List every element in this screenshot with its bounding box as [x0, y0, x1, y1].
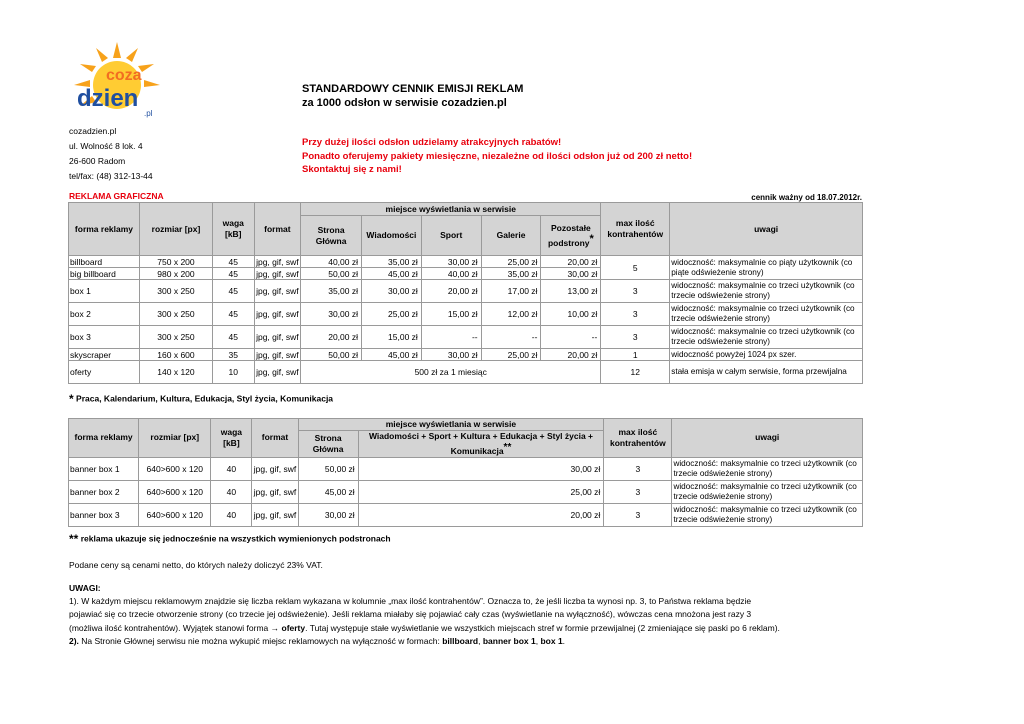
cell-price: 35,00 zł [362, 256, 422, 268]
cell-max: 5 [601, 256, 670, 280]
cell-max: 1 [601, 349, 670, 361]
cell-price: 30,00 zł [421, 256, 481, 268]
cell-forma: banner box 1 [69, 457, 139, 480]
remarks-heading: UWAGI: [69, 583, 101, 593]
cell-format: jpg, gif, swf [254, 326, 301, 349]
header-pozostale [541, 216, 601, 256]
contact-site: cozadzien.pl [69, 126, 117, 136]
table-row [69, 326, 863, 349]
header-uwagi: uwagi [670, 203, 863, 256]
cell-forma: box 1 [69, 280, 140, 303]
header-waga: waga [kB] [212, 203, 254, 256]
cell-price: 15,00 zł [362, 326, 422, 349]
cell-waga: 45 [212, 256, 254, 268]
cell-price: 25,00 zł [481, 349, 541, 361]
cell-uwagi: widoczność: maksymalnie co trzeci użytkownik (co trzecie odświeżenie strony) [670, 280, 863, 303]
cell-rozmiar: 640>600 x 120 [139, 457, 211, 480]
cell-waga: 45 [212, 268, 254, 280]
price-table-graphic [68, 202, 863, 384]
cell-waga: 35 [212, 349, 254, 361]
cell-max: 3 [604, 503, 672, 526]
remarks-p2-billboard: billboard [442, 635, 479, 646]
cell-rozmiar: 300 x 250 [139, 280, 212, 303]
cell-price: 20,00 zł [541, 256, 601, 268]
cell-price: 30,00 zł [298, 503, 358, 526]
remarks-p2-sep1: , [478, 635, 483, 646]
header-strona: Strona Główna [298, 431, 358, 458]
title-line2: za 1000 odsłon w serwisie cozadzien.pl [302, 97, 507, 109]
cell-waga: 40 [211, 457, 252, 480]
footnote-1-star: * [69, 392, 74, 406]
cell-rozmiar: 750 x 200 [139, 256, 212, 268]
cell-price: 35,00 zł [301, 280, 362, 303]
contact-phone: tel/fax: (48) 312-13-44 [69, 171, 153, 181]
remarks-p2-num: 2). [69, 635, 79, 646]
header-pozostale-star: * [589, 232, 594, 245]
cell-format: jpg, gif, swf [252, 480, 298, 503]
cell-price: 13,00 zł [541, 280, 601, 303]
cell-merged-price: 500 zł za 1 miesiąc [301, 361, 601, 384]
table-row [69, 480, 863, 503]
cell-price: 30,00 zł [541, 268, 601, 280]
cell-price: -- [421, 326, 481, 349]
logo-text-suffix: .pl [144, 109, 153, 118]
cell-uwagi: widoczność: maksymalnie co trzeci użytkownik (co trzecie odświeżenie strony) [672, 480, 863, 503]
remarks-p1-line1: 1). W każdym miejscu reklamowym znajdzie się liczba reklam wykazana w kolumnie „max ilość kontrahentów”. Oznacza to, że jeśli liczba ta wynosi np. 3, to Państwa reklama będzie [69, 596, 752, 607]
header-wiadomosci: Wiadomości [362, 216, 422, 256]
footnote-2-star: ** [69, 532, 79, 546]
cell-format: jpg, gif, swf [254, 349, 301, 361]
table-row [69, 349, 863, 361]
cell-forma: big billboard [69, 268, 140, 280]
header-forma: forma reklamy [69, 419, 139, 458]
cell-price: 45,00 zł [298, 480, 358, 503]
contact-block [69, 124, 153, 184]
remarks-p1-line2: pojawiać się co trzecie otworzenie strony (co trzecie jej odświeżenie). Jeśli reklama miałaby się pojawiać cały czas (wyświetlanie na wyłączność), wówczas cena mnożona jest razy 3 [69, 609, 752, 620]
cell-price: 40,00 zł [301, 256, 362, 268]
cell-forma: oferty [69, 361, 140, 384]
header-waga: waga [kB] [211, 419, 252, 458]
cell-rozmiar: 640>600 x 120 [139, 503, 211, 526]
footnote-1-text: Praca, Kalendarium, Kultura, Edukacja, Styl życia, Komunikacja [76, 393, 334, 404]
cell-price: -- [541, 326, 601, 349]
cell-price: 30,00 zł [301, 303, 362, 326]
cell-rozmiar: 160 x 600 [139, 349, 212, 361]
cell-format: jpg, gif, swf [252, 457, 298, 480]
remarks-p2-box1: box 1 [540, 635, 563, 646]
cell-format: jpg, gif, swf [254, 268, 301, 280]
cell-price: 45,00 zł [362, 349, 422, 361]
section-label: REKLAMA GRAFICZNA [69, 191, 164, 201]
remarks-p1-oferty: oferty [281, 622, 306, 633]
header-sport: Sport [421, 216, 481, 256]
remarks-p2-bannerbox1: banner box 1 [482, 635, 536, 646]
cell-price: 50,00 zł [301, 349, 362, 361]
logo-text-line2: dzien [77, 85, 139, 112]
cell-price: 10,00 zł [541, 303, 601, 326]
page-title [302, 82, 523, 110]
cell-max: 12 [601, 361, 670, 384]
header-galerie: Galerie [481, 216, 541, 256]
promo-block [302, 136, 692, 177]
cell-waga: 10 [212, 361, 254, 384]
valid-from: cennik ważny od 18.07.2012r. [751, 193, 862, 202]
cell-price: 20,00 zł [358, 503, 604, 526]
cell-uwagi: widoczność powyżej 1024 px szer. [670, 349, 863, 361]
header-combo-star: ** [503, 442, 512, 453]
header-strona: Strona Główna [301, 216, 362, 256]
logo-text-line1: coza [106, 67, 142, 84]
cell-max: 3 [601, 326, 670, 349]
header-forma: forma reklamy [69, 203, 140, 256]
cell-max: 3 [601, 280, 670, 303]
cell-uwagi: widoczność: maksymalnie co trzeci użytkownik (co trzecie odświeżenie strony) [670, 303, 863, 326]
remarks-p2 [69, 635, 949, 648]
remarks-p2-sep2: , [535, 635, 541, 646]
cell-price: 35,00 zł [481, 268, 541, 280]
header-rozmiar: rozmiar [px] [139, 203, 212, 256]
cell-price: 20,00 zł [541, 349, 601, 361]
cozadzien-logo [72, 40, 162, 130]
contact-city: 26-600 Radom [69, 156, 126, 166]
cell-uwagi: widoczność: maksymalnie co trzeci użytkownik (co trzecie odświeżenie strony) [672, 457, 863, 480]
cell-rozmiar: 140 x 120 [139, 361, 212, 384]
header-rozmiar: rozmiar [px] [139, 419, 211, 458]
cell-price: 25,00 zł [362, 303, 422, 326]
cell-price: 30,00 zł [362, 280, 422, 303]
promo-line2: Ponadto oferujemy pakiety miesięczne, niezależne od ilości odsłon już od 200 zł netto! [302, 150, 693, 162]
cell-price: -- [481, 326, 541, 349]
header-pozostale-label: Pozostałe podstrony [547, 222, 591, 248]
cell-price: 20,00 zł [421, 280, 481, 303]
promo-line1: Przy dużej ilości odsłon udzielamy atrakcyjnych rabatów! [302, 137, 562, 148]
cell-price: 30,00 zł [358, 457, 604, 480]
cell-price: 12,00 zł [481, 303, 541, 326]
cell-format: jpg, gif, swf [254, 361, 301, 384]
cell-rozmiar: 300 x 250 [139, 326, 212, 349]
remarks-p1-line3 [69, 622, 949, 635]
price-table-banner [68, 418, 863, 527]
cell-forma: banner box 2 [69, 480, 139, 503]
cell-max: 3 [604, 480, 672, 503]
remarks-p2-text: Na Stronie Głównej serwisu nie można wykupić miejsc reklamowych na wyłączność w formach: [78, 635, 443, 646]
cell-forma: billboard [69, 256, 140, 268]
header-uwagi: uwagi [672, 419, 863, 458]
cell-waga: 45 [212, 326, 254, 349]
header-max: max ilość kontrahentów [604, 419, 672, 458]
cell-price: 25,00 zł [481, 256, 541, 268]
cell-rozmiar: 980 x 200 [139, 268, 212, 280]
cell-price: 15,00 zł [421, 303, 481, 326]
cell-max: 3 [601, 303, 670, 326]
table-row [69, 303, 863, 326]
cell-uwagi: widoczność: maksymalnie co trzeci użytkownik (co trzecie odświeżenie strony) [670, 326, 863, 349]
cell-price: 20,00 zł [301, 326, 362, 349]
remarks-p1-line3a: (możliwa ilość kontrahentów). Wyjątek stanowi forma → [69, 622, 282, 633]
header-miejsce: miejsce wyświetlania w serwisie [301, 203, 601, 216]
sun-logo-icon [72, 40, 162, 130]
header-combo-label: Wiadomości + Sport + Kultura + Edukacja + Styl życia + Komunikacja [368, 431, 594, 456]
cell-price: 17,00 zł [481, 280, 541, 303]
title-line1: STANDARDOWY CENNIK EMISJI REKLAM [302, 83, 524, 95]
table-row [69, 361, 863, 384]
cell-uwagi: widoczność: maksymalnie co piąty użytkownik (co piąte odświeżenie strony) [670, 256, 863, 280]
header-max: max ilość kontrahentów [601, 203, 670, 256]
remarks-p1-line3c: . Tutaj występuje stałe wyświetlanie we wszystkich miejscach stref w formie przewijalnej (2 zmieniające się paski po 6 reklam). [305, 622, 780, 633]
cell-uwagi: widoczność: maksymalnie co trzeci użytkownik (co trzecie odświeżenie strony) [672, 503, 863, 526]
cell-max: 3 [604, 457, 672, 480]
header-format: format [252, 419, 298, 458]
cell-price: 50,00 zł [301, 268, 362, 280]
cell-forma: banner box 3 [69, 503, 139, 526]
table-row [69, 256, 863, 268]
cell-waga: 45 [212, 303, 254, 326]
cell-rozmiar: 640>600 x 120 [139, 480, 211, 503]
cell-format: jpg, gif, swf [254, 256, 301, 268]
promo-line3: Skontaktuj się z nami! [302, 164, 402, 175]
footnote-2-text: reklama ukazuje się jednocześnie na wszystkich wymienionych podstronach [80, 533, 391, 544]
cell-format: jpg, gif, swf [252, 503, 298, 526]
header-miejsce: miejsce wyświetlania w serwisie [298, 419, 604, 431]
cell-forma: box 2 [69, 303, 140, 326]
cell-uwagi: stała emisja w całym serwisie, forma przewijalna [670, 361, 863, 384]
cell-price: 50,00 zł [298, 457, 358, 480]
header-format: format [254, 203, 301, 256]
footnote-2 [69, 532, 391, 546]
cell-waga: 40 [211, 480, 252, 503]
contact-street: ul. Wolność 8 lok. 4 [69, 141, 143, 151]
cell-price: 40,00 zł [421, 268, 481, 280]
cell-format: jpg, gif, swf [254, 303, 301, 326]
cell-waga: 40 [211, 503, 252, 526]
cell-rozmiar: 300 x 250 [139, 303, 212, 326]
cell-waga: 45 [212, 280, 254, 303]
cell-format: jpg, gif, swf [254, 280, 301, 303]
footnote-1 [69, 392, 333, 406]
cell-forma: skyscraper [69, 349, 140, 361]
cell-forma: box 3 [69, 326, 140, 349]
cell-price: 25,00 zł [358, 480, 604, 503]
table-row [69, 280, 863, 303]
remarks-block [69, 582, 949, 648]
header-combo [358, 431, 604, 458]
table-row [69, 457, 863, 480]
cell-price: 45,00 zł [362, 268, 422, 280]
vat-note: Podane ceny są cenami netto, do których należy doliczyć 23% VAT. [69, 560, 323, 570]
table-row [69, 503, 863, 526]
cell-price: 30,00 zł [421, 349, 481, 361]
remarks-p2-end: . [562, 635, 566, 646]
